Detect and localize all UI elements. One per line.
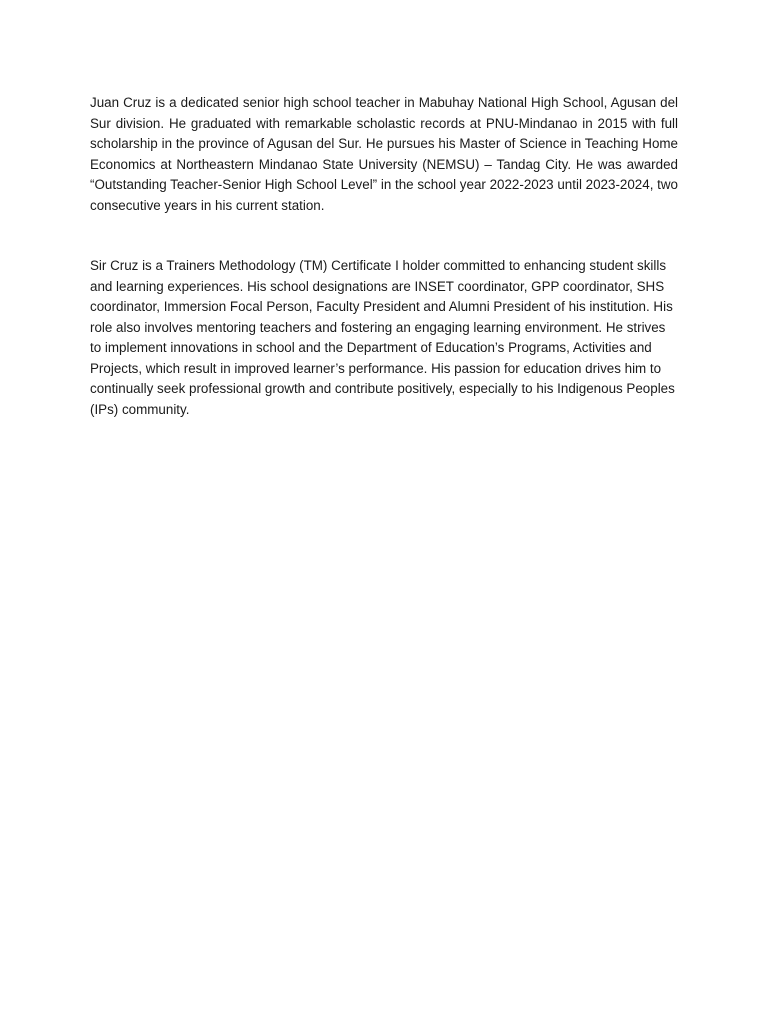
profile-paragraph-1: Juan Cruz is a dedicated senior high school teacher in Mabuhay National High School, Agusan del Sur division. He graduated with remarkable scholastic records at PNU-Mindanao in 2015 with full scholarship in the province of Agusan del Sur. He pursues his Master of Science in Teaching Home Economics at Northeastern Mindanao State University (NEMSU) – Tandag City. He was awarded “Outstanding Teacher-Senior High School Level” in the school year 2022-2023 until 2023-2024, two consecutive years in his current station.	[90, 95, 678, 213]
profile-paragraph-2: Sir Cruz is a Trainers Methodology (TM) Certificate I holder committed to enhancing student skills and learning experiences. His school designations are INSET coordinator, GPP coordinator, SHS coordinator, Immersion Focal Person, Faculty President and Alumni President of his institution. His role also involves mentoring teachers and fostering an engaging learning environment. He strives to implement innovations in school and the Department of Education’s Programs, Activities and Projects, which result in improved learner’s performance. His passion for education drives him to continually seek professional growth and contribute positively, especially to his Indigenous Peoples (IPs) community.	[90, 258, 675, 417]
